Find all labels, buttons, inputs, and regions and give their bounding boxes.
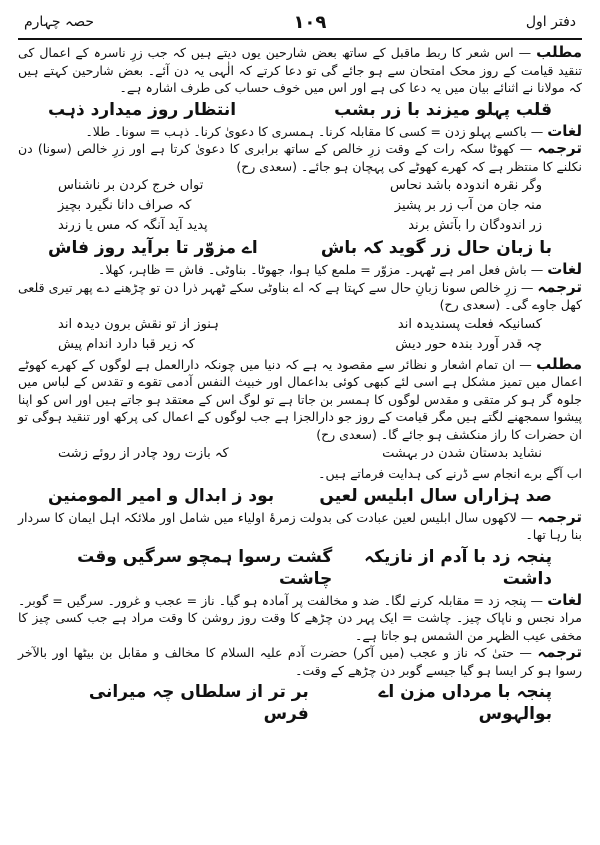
header-book-title: دفتر اول [525,14,576,30]
transition-note: اب آگے برے انجام سے ڈرنے کی ہدایت فرماتے ہیں۔ [318,466,582,481]
verse-first-hemistich: با زبان حال زر گوید کہ باش [320,238,552,258]
prose-paragraph: ترجمہ — کھوٹا سکہ رات کے وقت زرِ خالص کے ساتھ برابری کا دعویٰ کرتا ہے اور زرِ خالص (سونا) دن نکلنے کا منتظر ہے کہ کھرے کھوٹے کی پہچان ہو جائے۔ (سعدی رح) [18,139,582,174]
verse-couplet [48,546,552,590]
verse-first-hemistich: نشاید بدستان شدن در بہشت [382,446,542,461]
paragraph-label: ترجمہ [537,507,582,526]
paragraph-text: پنجہ زد = مقابلہ کرنے لگا۔ ضد و مخالفت پر آمادہ ہو گیا۔ ناز = عجب و غرور۔ سرگیں = گوبر۔ مراد نجس و ناپاک چیز۔ چاشت = ایک پہر دن چڑھے کا وقت روز روشن کا وقت مراد ہے جب کسی چیز کا مخفی عیب الظہر من الشمس ہو جاتا ہے۔ [18,592,582,643]
prose-paragraph: ترجمہ — حتیٰ کہ ناز و عجب (میں آکر) حضرت آدم علیہ السلام کا مخالف و مقابل بن بیٹھا اور بالآخر رسوا ہو کر ایسا ہو گیا جیسے گوبر دن چڑھے کے وقت۔ [18,643,582,678]
page-header [24,8,576,36]
paragraph-text: لاکھوں سال ابلیس لعین عبادت کی بدولت زمرۂ اولیاء میں شامل اور ملائکہ اہل ایمان کا سردار بنا رہا تھا۔ [18,509,582,542]
prose-paragraph: لغات — باش فعل امر ہے ٹھہر۔ مزوّر = ملمع کیا ہوا، جھوٹا۔ بناوٹی۔ فاش = ظاہر، کھلا۔ [98,260,582,278]
paragraph-text: ان تمام اشعار و نظائر سے مقصود یہ ہے کہ دنیا میں چونکہ دارالعمل ہے لوگوں کے کھرے کھوٹے اعمال میں تمیز مشکل ہے اسی لئے کبھی کوئی بداعمال اور خبیث النفس آدمی تقوے و تقدس کے لباس میں جلوہ گر ہو کر متقی و مقدس لوگوں کا ہمسر بن جاتا ہے تو لوگ اس کے معتقد ہو جاتے ہیں اور اس کو اپنا پیشوا سمجھنے لگتے ہیں مگر قیامت کے روز جو دارالجزا ہے جب لوگوں کے اعمال کی پرکھ اور تنقید ہوگی تو ان حضرات کا راز منکشف ہو جائے گا۔ (سعدی رح) [18,356,582,442]
verse-couplet [58,217,542,235]
verse-couplet [58,336,542,354]
page-number: ۱۰۹ [293,11,327,33]
verse-first-hemistich: پنجہ زد با آدم از نازیکہ داشت [364,546,552,589]
verse-second-hemistich: کہ صراف دانا نگیرد بچیز [58,198,192,213]
paragraph-label: لغات [547,260,582,278]
verse-couplet [58,316,542,334]
verse-couplet [58,445,542,463]
paragraph-text: باش فعل امر ہے ٹھہر۔ مزوّر = ملمع کیا ہوا، جھوٹا۔ بناوٹی۔ فاش = ظاہر، کھلا۔ [98,262,527,277]
paragraph-text: حتیٰ کہ ناز و عجب (میں آکر) حضرت آدم علیہ السلام کا مخالف و مقابل بن بیٹھا اور بالآخر رسوا ہو کر ایسا ہو گیا جیسے گوبر دن چڑھے کے وقت۔ [18,645,582,678]
paragraph-label: لغات [547,121,582,140]
verse-second-hemistich: ہنوز از تو نقش برون دیدہ اند [58,316,219,332]
verse-second-hemistich: بر تر از سلطاں چہ میرانی فرس [88,682,309,724]
verse-first-hemistich: صد ہزاراں سال ابلیس لعیں [319,485,552,506]
paragraph-text: اس شعر کا ربط ماقبل کے ساتھ بعض شارحین یوں دیتے ہیں کہ جب زرِ ناسرہ کے اعمال کی تنقید قیامت کے روز محک امتحان سے ہو جائے گی تو دعا کرتے کہ الٰہی یہ دن آئے۔ بعض شارحین کہتے ہیں کہ مولانا نے اثنائے بیان میں یہ دعا کی ہے اور اس میں خوف حساب کی طرف اشارہ ہے۔ [18,45,582,95]
prose-paragraph: ترجمہ — زرِ خالص سونا زبانِ حال سے کہتا ہے کہ اے بناوٹی سکے ٹھہر ذرا دن تو چڑھنے دے پھر تیری قلعی کھل جاوے گی۔ (سعدی رح) [18,277,582,312]
verse-first-hemistich: کسانیکہ فعلت پسندیدہ اند [397,316,542,332]
verse-first-hemistich: منہ جان من آب زر بر پشیز [394,198,542,213]
prose-paragraph: مطلب — ان تمام اشعار و نظائر سے مقصود یہ ہے کہ دنیا میں چونکہ دارالعمل ہے لوگوں کے کھرے کھوٹے اعمال میں تمیز مشکل ہے اسی لئے کبھی کوئی بداعمال اور خبیث النفس آدمی تقوے و تقدس کے لباس میں جلوہ گر ہو کر متقی و مقدس لوگوں کا ہمسر بن جاتا ہے تو لوگ اس کے معتقد ہو جاتے ہیں اور اس کو اپنا پیشوا سمجھنے لگتے ہیں مگر قیامت کے روز جو دارالجزا ہے جب لوگوں کے اعمال کی پرکھ اور تنقید ہوگی تو ان حضرات کا راز منکشف ہو جائے گا۔ (سعدی رح) [18,354,582,442]
prose-paragraph: مطلب — اس شعر کا ربط ماقبل کے ساتھ بعض شارحین یوں دیتے ہیں کہ جب زرِ ناسرہ کے اعمال کی تنقید قیامت کے روز محک امتحان سے ہو جائے گی تو دعا کرتے کہ الٰہی یہ دن آئے۔ بعض شارحین کہتے ہیں کہ مولانا نے اثنائے بیان میں یہ دعا کی ہے اور اس میں خوف حساب کی طرف اشارہ ہے۔ [18,43,582,95]
page-content [18,44,582,837]
prose-paragraph: لغات — پنجہ زد = مقابلہ کرنے لگا۔ ضد و مخالفت پر آمادہ ہو گیا۔ ناز = عجب و غرور۔ سرگیں = گوبر۔ مراد نجس و ناپاک چیز۔ چاشت = ایک پہر دن چڑھے کا وقت روز روشن کا وقت مراد ہے جب کسی چیز کا مخفی عیب الظہر من الشمس ہو جاتا ہے۔ [18,590,583,643]
verse-first-hemistich: وگر نقرہ اندودہ باشد نحاس [389,178,542,193]
verse-first-hemistich: قلب پہلو میزند با زر بشب [334,99,552,120]
verse-couplet [48,237,552,259]
paragraph-text: کھوٹا سکہ رات کے وقت زرِ خالص کے ساتھ برابری کا دعویٰ کرتا ہے اور زرِ خالص (سونا) دن نکلنے کا منتظر ہے کہ کھرے کھوٹے کی پہچان ہو جائے۔ (سعدی رح) [18,141,582,174]
verse-first-hemistich: چہ قدر آورد بندہ حور دیش [395,336,542,352]
verse-second-hemistich: کہ زیر قبا دارد اندام پیش [58,336,195,352]
verse-second-hemistich: انتظار روز میدارد ذہب [48,99,237,120]
verse-couplet [48,681,552,725]
header-section-title: حصہ چہارم [24,14,94,30]
paragraph-label: ترجمہ [537,643,582,661]
verse-second-hemistich: گشت رسوا ہمچو سرگیں وقت چاشت [77,546,333,589]
paragraph-label: مطلب [536,354,582,373]
verse-couplet [58,197,542,215]
verse-couplet [58,177,542,195]
paragraph-label: لغات [547,590,583,609]
verse-couplet [48,99,552,121]
header-rule [18,38,582,40]
verse-second-hemistich: پدید آید آنگہ کہ مس یا زرند [58,218,208,233]
paragraph-text: باکسے پہلو زدن = کسی کا مقابلہ کرنا۔ ہمسری کا دعویٰ کرنا۔ ذہب = سونا۔ طلا۔ [85,123,527,139]
verse-second-hemistich: کہ بازت رود چادر از روئے زشت [58,446,229,461]
prose-paragraph: ترجمہ — لاکھوں سال ابلیس لعین عبادت کی بدولت زمرۂ اولیاء میں شامل اور ملائکہ اہل ایمان کا سردار بنا رہا تھا۔ [18,507,582,542]
verse-first-hemistich: زر اندودگان را بآتش برند [408,218,542,233]
verse-second-hemistich: اے مزوّر تا برآید روز فاش [48,238,258,258]
verse-second-hemistich: بود ز ابدال و امیر المومنین [48,485,275,506]
verse-second-hemistich: تواں خرج کردن بر ناشناس [58,178,204,193]
verse-couplet [48,485,552,507]
prose-paragraph: لغات — باکسے پہلو زدن = کسی کا مقابلہ کرنا۔ ہمسری کا دعویٰ کرنا۔ ذہب = سونا۔ طلا۔ [85,121,582,140]
verse-first-hemistich: پنجہ با مرداں مزن اے بوالہوس [378,682,552,724]
paragraph-label: مطلب [536,43,582,61]
paragraph-text: زرِ خالص سونا زبانِ حال سے کہتا ہے کہ اے بناوٹی سکے ٹھہر ذرا دن تو چڑھنے دے پھر تیری قلعی کھل جاوے گی۔ (سعدی رح) [18,279,582,312]
paragraph-label: ترجمہ [537,139,582,157]
paragraph-label: ترجمہ [537,277,582,296]
